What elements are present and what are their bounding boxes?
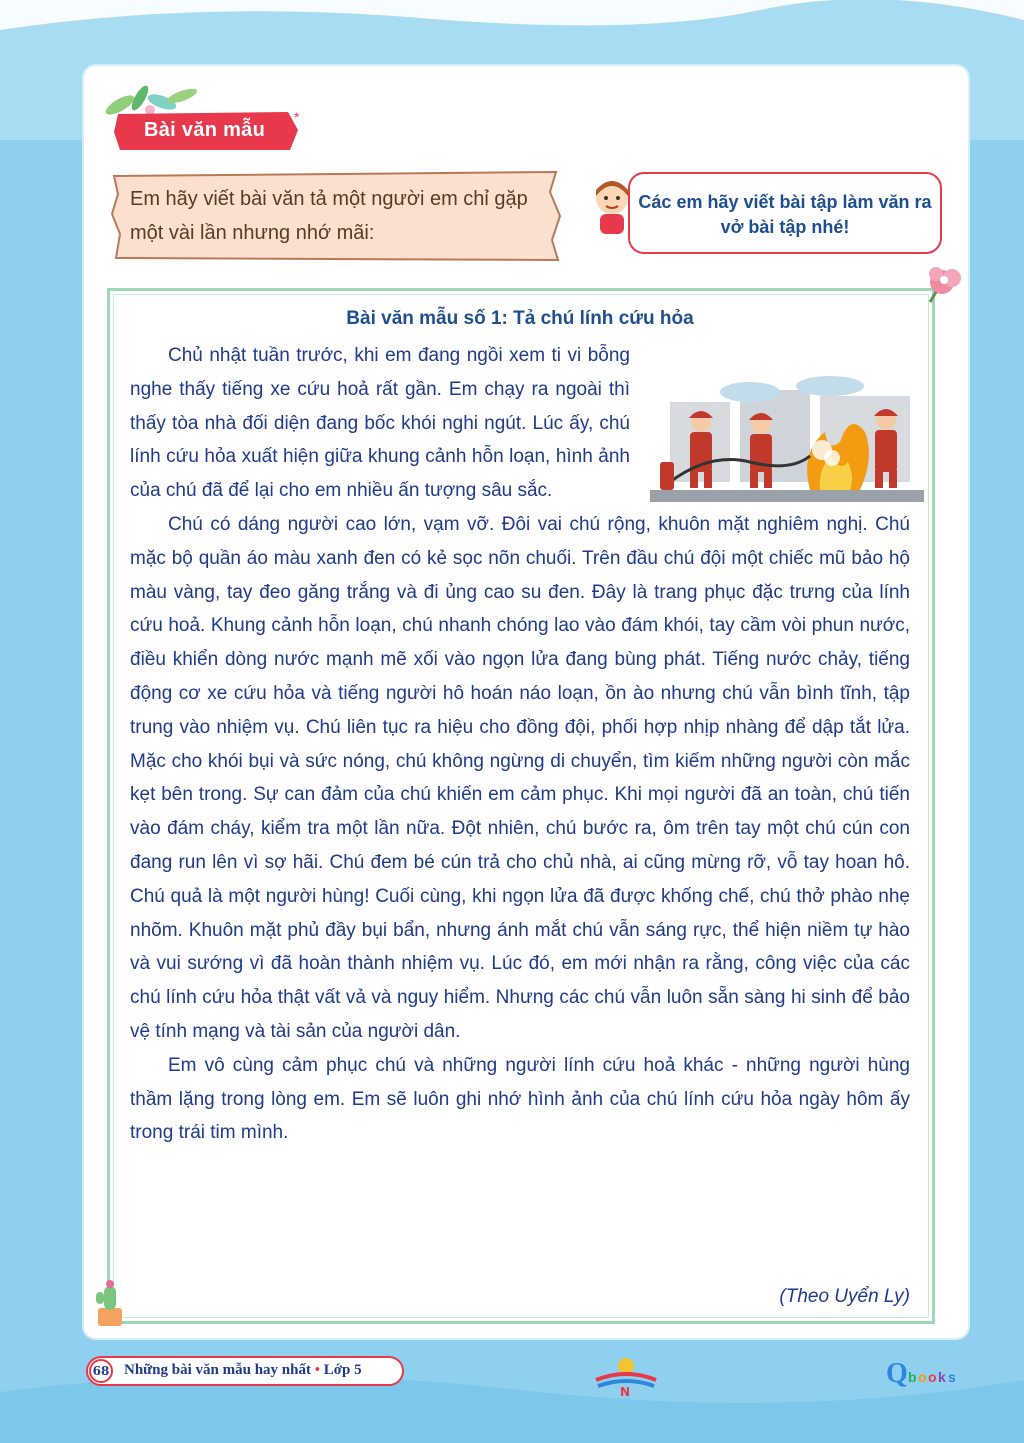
essay-paragraph-3: Em vô cùng cảm phục chú và những người lính cứu hoả khác - những người hùng thầm lặng trong lòng em. Em sẽ luôn ghi nhớ hình ảnh của chú lính cứu hỏa ngày hôm ấy trong trái tim mình. [130,1054,910,1144]
svg-text:N: N [620,1385,631,1398]
svg-text:Q: Q [886,1358,908,1389]
prompt-text: Em hãy viết bài văn tả một người em chỉ gặp một vài lần nhưng nhớ mãi: [130,188,528,244]
book-title [124,1362,362,1379]
section-tag [112,110,302,152]
essay-paragraph-2: Chú có dáng người cao lớn, vạm vỡ. Đôi vai chú rộng, khuôn mặt nghiêm nghị. Chú mặc bộ quần áo màu xanh đen có kẻ sọc nõn chuối. Trên đầu chú đội một chiếc mũ bảo hộ màu vàng, tay đeo găng trắng và đi ủng cao su đen. Đây là trang phục đặc trưng của lính cứu hoả. Khung cảnh hỗn loạn, chú nhanh chóng lao vào đám khói, tay cầm vòi phun nước, điều khiển dòng nước mạnh mẽ xối vào ngọn lửa đang bùng phát. Tiếng nước chảy, tiếng động cơ xe cứu hỏa và tiếng người hô hoán náo loạn, ồn ào nhưng chú vẫn bình tĩnh, tập trung vào nhiệm vụ. Chú liên tục ra hiệu cho đồng đội, phối hợp nhịp nhàng để dập tắt lửa. Mặc cho khói bụi và sức nóng, chú không ngừng di chuyển, tìm kiếm những người còn mắc kẹt bên trong. Sự can đảm của chú khiến em cảm phục. Khi mọi người đã an toàn, chú tiến vào đám cháy, kiểm tra một lần nữa. Đột nhiên, chú bước ra, ôm trên tay một chú cún con đang run lên vì sợ hãi. Chú đem bé cún trả cho chủ nhà, ai cũng mừng rỡ, vỗ tay hoan hô. Chú quả là một người hùng! Cuối cùng, khi ngọn lửa đã được khống chế, chú thở phào nhẹ nhõm. Khuôn mặt phủ đầy bụi bẩn, nhưng ánh mắt chú vẫn sáng rực, thể hiện niềm tự hào và vui sướng vì đã hoàn thành nhiệm vụ. Lúc đó, em mới nhận ra rằng, công việc của các chú lính cứu hỏa thật vất vả và nguy hiểm. Nhưng các chú vẫn luôn sẵn sàng hi sinh để bảo vệ tính mạng và tài sản của người dân. [130,513,910,1042]
svg-text:s: s [948,1369,956,1385]
cactus-icon [90,1278,130,1328]
flower-icon [922,266,968,306]
svg-text:o: o [918,1369,927,1385]
svg-text:b: b [908,1369,917,1385]
svg-text:o: o [928,1369,937,1385]
teacher-speech-box [628,172,942,254]
book-title-text: Những bài văn mẫu hay nhất [124,1362,311,1378]
essay-title: Bài văn mẫu số 1: Tả chú lính cứu hỏa [346,308,694,329]
svg-text:k: k [938,1369,946,1385]
firefighters-illustration-icon [650,372,924,502]
publisher-logo-icon [586,1354,666,1398]
title-separator: • [314,1362,320,1378]
author-credit: (Theo Uyển Ly) [779,1286,910,1307]
section-tag-label: Bài văn mẫu [144,119,266,141]
brand-logo-icon [884,1352,974,1392]
svg-text:*: * [294,110,300,125]
teacher-speech-text: Các em hãy viết bài tập làm văn ra vở bài tập nhé! [638,192,932,237]
essay-paragraph-1: Chủ nhật tuần trước, khi em đang ngồi xem ti vi bỗng nghe thấy tiếng xe cứu hoả rất gần. Em chạy ra ngoài thì thấy tòa nhà đối diện đang bốc khói nghi ngút. Lúc ấy, chú lính cứu hỏa xuất hiện giữa khung cảnh hỗn loạn, hình ảnh của chú đã để lại cho em nhiều ấn tượng sâu sắc. [130,345,630,502]
page-number: 68 [89,1359,113,1383]
grade-label: Lớp 5 [323,1362,362,1378]
